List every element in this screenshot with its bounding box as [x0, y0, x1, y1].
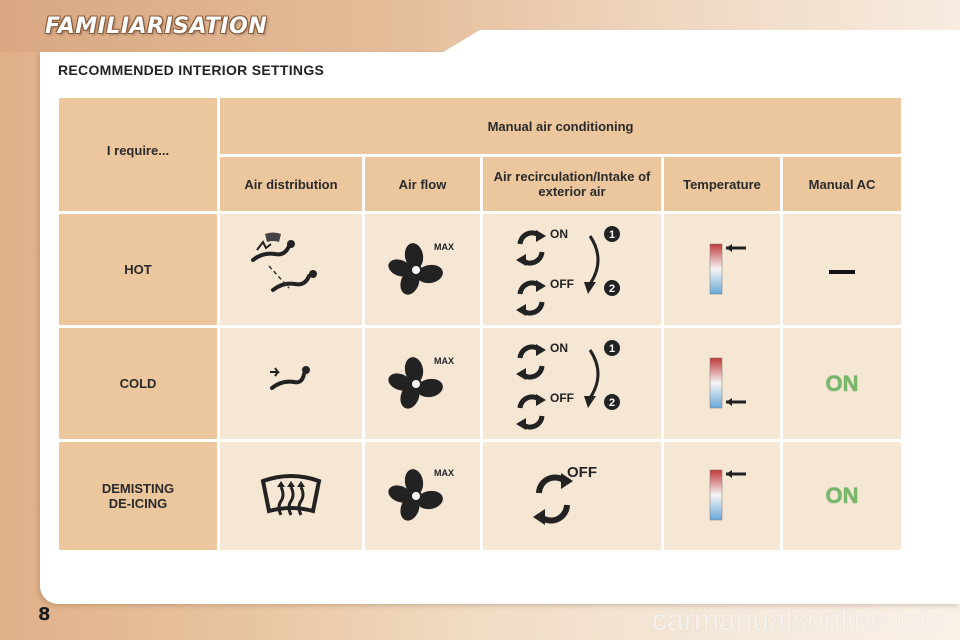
- col-header-air-distribution: Air distribution: [220, 157, 362, 211]
- fan-max-icon: [388, 238, 458, 302]
- table-row-demisting: [59, 442, 901, 550]
- recirculation-on-then-off-icon: [512, 336, 632, 432]
- cell-recirculation-demisting: [483, 442, 661, 550]
- recirculation-off-icon: [527, 461, 617, 531]
- cell-flow-cold: [365, 328, 480, 439]
- section-title: FAMILIARISATION: [45, 14, 268, 39]
- watermark: carmanualsonline.info: [652, 604, 944, 637]
- recirc-off-label: OFF: [567, 464, 597, 481]
- corner-header: [59, 98, 217, 211]
- col-header-manual-ac: Manual AC: [783, 157, 901, 211]
- cell-flow-demisting: [365, 442, 480, 550]
- row-label-demisting-line2: DE-ICING: [108, 496, 168, 511]
- recirc-on-label: ON: [550, 340, 568, 355]
- fan-max-icon: [388, 464, 458, 528]
- recirc-off-label: OFF: [550, 276, 574, 291]
- ac-on-label: ON: [825, 483, 859, 508]
- cell-distribution-demisting: [220, 442, 362, 550]
- table-row-hot: [59, 214, 901, 325]
- ac-on-label: ON: [825, 370, 859, 396]
- step-1-label: 1: [608, 342, 616, 355]
- cell-manual-ac-demisting: [783, 442, 901, 550]
- recirc-on-label: ON: [550, 226, 568, 241]
- cell-flow-hot: [365, 214, 480, 325]
- fan-max-label: MAX: [433, 355, 454, 366]
- cell-manual-ac-cold: [783, 328, 901, 439]
- col-header-air-flow: Air flow: [365, 157, 480, 211]
- step-2-label: 2: [608, 282, 616, 295]
- temperature-hot-icon: [692, 240, 752, 300]
- cell-distribution-cold: [220, 328, 362, 439]
- page-number: 8: [38, 604, 51, 625]
- col-header-temperature: Temperature: [664, 157, 780, 211]
- step-1-label: 1: [608, 228, 616, 241]
- col-header-recirculation-label: Air recirculation/Intake of exterior air: [493, 169, 651, 199]
- step-2-label: 2: [608, 396, 616, 409]
- table-row-cold: [59, 328, 901, 439]
- recirculation-on-then-off-icon: [512, 222, 632, 318]
- fan-max-label: MAX: [433, 241, 454, 252]
- cell-temperature-cold: [664, 328, 780, 439]
- row-label-demisting-line1: DEMISTING: [101, 481, 175, 496]
- page-subtitle: RECOMMENDED INTERIOR SETTINGS: [58, 62, 325, 78]
- temperature-cold-icon: [692, 354, 752, 414]
- cell-temperature-hot: [664, 214, 780, 325]
- recirc-off-label: OFF: [550, 390, 574, 405]
- cell-recirculation-cold: [483, 328, 661, 439]
- row-label-demisting: [59, 442, 217, 550]
- windscreen-demist-icon: [259, 471, 323, 521]
- ac-dash: [829, 270, 855, 274]
- corner-header-label: I require...: [106, 143, 170, 158]
- col-header-recirculation: [483, 157, 661, 211]
- row-label-hot: HOT: [59, 214, 217, 325]
- row-label-cold: COLD: [59, 328, 217, 439]
- fan-max-icon: [388, 352, 458, 416]
- panel-top-edge: [440, 30, 960, 54]
- temperature-hot-icon: [692, 466, 752, 526]
- cell-distribution-hot: [220, 214, 362, 325]
- cell-recirculation-hot: [483, 214, 661, 325]
- group-header: Manual air conditioning: [220, 98, 901, 154]
- windscreen-and-feet-vents-icon: [243, 230, 339, 310]
- cell-temperature-demisting: [664, 442, 780, 550]
- settings-table: [56, 95, 904, 553]
- fan-max-label: MAX: [433, 468, 454, 478]
- cell-manual-ac-hot: [783, 214, 901, 325]
- face-vents-icon: [266, 362, 316, 406]
